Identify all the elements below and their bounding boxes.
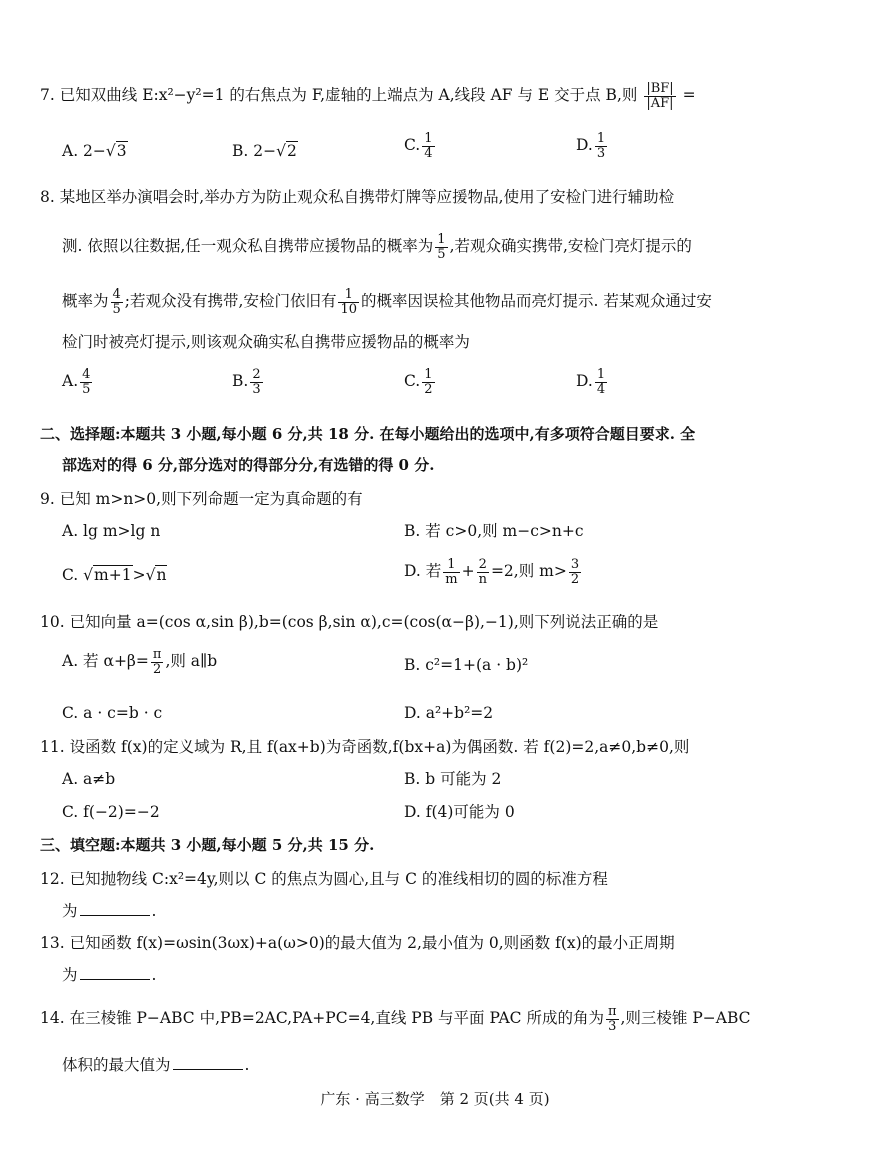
q8-option-c-label: C. [404, 372, 421, 391]
q8-line-1 [40, 188, 830, 207]
q7-option-c-den: 4 [424, 145, 433, 161]
q14-line-1 [40, 1005, 830, 1033]
q10-a-num: π [152, 647, 162, 662]
q10-stem: 10. 已知向量 a=(cos α,sin β),b=(cos β,sin α),c=(cos(α−β),−1),则下列说法正确的是 [40, 613, 659, 631]
q10-option-a [62, 648, 217, 676]
q8-option-d-num: 1 [596, 367, 606, 382]
q13-line-2 [62, 966, 830, 985]
q11-option-b: B. b 可能为 2 [404, 770, 502, 788]
q8-frac1-num: 1 [437, 232, 446, 247]
q9-stem: 9. 已知 m>n>0,则下列命题一定为真命题的有 [40, 490, 363, 508]
q7-option-a: A. 2−√3 [62, 142, 127, 160]
q12-line-2 [62, 902, 830, 921]
q8-option-c [404, 368, 437, 396]
q8-line-3 [62, 288, 830, 316]
q8-option-d-label: D. [576, 372, 593, 391]
q11-option-d: D. f(4)可能为 0 [404, 803, 515, 821]
q8-option-c-den: 2 [424, 381, 433, 397]
section-2-heading: 二、选择题:本题共 3 小题,每小题 6 分,共 18 分. 在每小题给出的选项中,有多项符合题目要求. 全 [40, 425, 696, 443]
q7-text-c: = [682, 86, 696, 105]
q9-d-den2: n [478, 571, 487, 587]
q7-option-c-num: 1 [424, 131, 433, 146]
q8-option-c-num: 1 [424, 367, 433, 382]
q8-frac3-num: 1 [338, 288, 359, 303]
q9-d-num3: 3 [570, 557, 580, 572]
q8-label: 8. [40, 188, 55, 206]
q8-frac2-num: 4 [112, 287, 121, 302]
q8-option-d [576, 368, 609, 396]
q8-text-3c: 的概率因误检其他物品而亮灯提示. 若某观众通过安 [361, 292, 712, 311]
q8-line-2 [62, 233, 830, 261]
q13-line-1: 13. 已知函数 f(x)=ωsin(3ωx)+a(ω>0)的最大值为 2,最小值为 0,则函数 f(x)的最小正周期 [40, 934, 675, 952]
q8-text-2a: 测. 依照以往数据,任一观众私自携带应援物品的概率为 [62, 237, 434, 256]
q9-d-den3: 2 [570, 571, 580, 587]
q8-frac3-den: 10 [340, 301, 357, 317]
q8-option-b-label: B. [232, 372, 249, 391]
q8-option-b [232, 368, 265, 396]
q8-option-d-den: 4 [596, 381, 606, 397]
q7-frac-num: |BF| [646, 81, 674, 96]
q7-option-b: B. 2−√2 [232, 142, 297, 160]
q12-text-2b: . [151, 902, 157, 920]
q8-text-1: 某地区举办演唱会时,举办方为防止观众私自携带灯牌等应援物品,使用了安检门进行辅助检 [59, 188, 675, 206]
q7-option-d [576, 132, 609, 160]
q9-option-d-label: D. 若 [404, 562, 442, 581]
q7-option-b-label: B. 2− [232, 142, 277, 160]
q14-text-1b: ,则三棱锥 P−ABC [620, 1009, 751, 1028]
q7-option-c-label: C. [404, 136, 421, 155]
q14-frac-num: π [607, 1004, 617, 1019]
q7-stem [40, 82, 830, 110]
q10-option-d: D. a²+b²=2 [404, 704, 494, 722]
q8-option-b-den: 3 [252, 381, 261, 397]
q11-option-a: A. a≠b [62, 770, 116, 788]
q7-frac-den: |AF| [646, 95, 674, 111]
q8-line-4 [62, 333, 830, 352]
q7-option-c [404, 132, 437, 160]
q9-d-mid: =2,则 m> [490, 562, 567, 581]
q7-option-a-label: A. 2− [62, 142, 106, 160]
q12-answer-blank[interactable] [80, 915, 150, 916]
q9-option-c-gt: > [132, 566, 146, 584]
q11-stem: 11. 设函数 f(x)的定义域为 R,且 f(ax+b)为奇函数,f(bx+a)为偶函数. 若 f(2)=2,a≠0,b≠0,则 [40, 738, 690, 756]
q14-line-2 [62, 1056, 830, 1075]
q8-option-a-den: 5 [82, 381, 91, 397]
q8-text-4: 检门时被亮灯提示,则该观众确实私自携带应援物品的概率为 [62, 333, 470, 351]
q9-option-c-rad2: n [156, 566, 167, 584]
q9-d-num1: 1 [443, 558, 459, 573]
q9-d-den1: m [445, 571, 458, 587]
q8-frac2-den: 5 [112, 301, 121, 317]
q8-frac1-den: 5 [437, 246, 446, 262]
q7-option-a-rad: 3 [116, 142, 127, 160]
q8-text-2b: ,若观众确实携带,安检门亮灯提示的 [449, 237, 692, 256]
q9-option-b: B. 若 c>0,则 m−c>n+c [404, 522, 584, 540]
q14-text-2b: . [244, 1056, 250, 1074]
q13-answer-blank[interactable] [80, 979, 150, 980]
q9-d-num2: 2 [477, 558, 489, 573]
page-footer: 广东 · 高三数学 第 2 页(共 4 页) [320, 1090, 550, 1108]
q9-option-c: C. √m+1>√n [62, 566, 167, 584]
q14-answer-blank[interactable] [173, 1069, 243, 1070]
q7-fraction [644, 82, 675, 110]
q14-frac-den: 3 [608, 1018, 617, 1034]
q7-text-b: E:x²−y²=1 的右焦点为 F,虚轴的上端点为 A,线段 AF 与 E 交于点 B,则 [142, 86, 638, 105]
q14-text-2a: 体积的最大值为 [62, 1056, 171, 1074]
q8-option-a [62, 368, 94, 396]
q8-option-a-num: 4 [82, 367, 91, 382]
q7-option-d-label: D. [576, 136, 593, 155]
q10-option-c: C. a · c=b · c [62, 704, 163, 722]
q9-option-d [404, 558, 583, 586]
q8-option-b-num: 2 [252, 367, 261, 382]
q8-text-3b: ;若观众没有携带,安检门依旧有 [124, 292, 337, 311]
q13-text-2a: 为 [62, 966, 78, 984]
q9-d-plus: + [461, 562, 475, 581]
q12-text-2a: 为 [62, 902, 78, 920]
q11-option-c: C. f(−2)=−2 [62, 803, 160, 821]
section-3-heading: 三、填空题:本题共 3 小题,每小题 5 分,共 15 分. [40, 836, 375, 854]
q9-option-c-rad1: m+1 [94, 566, 132, 584]
q8-text-3a: 概率为 [62, 292, 109, 311]
q10-option-a-label: A. 若 α+β= [62, 652, 149, 671]
q7-option-d-den: 3 [596, 145, 606, 161]
section-2-heading-cont: 部选对的得 6 分,部分选对的得部分分,有选错的得 0 分. [62, 456, 435, 474]
q9-option-a: A. lg m>lg n [62, 522, 161, 540]
q10-a-den: 2 [153, 661, 162, 677]
q13-text-2b: . [151, 966, 157, 984]
q7-option-d-num: 1 [596, 131, 606, 146]
q14-text-1a: 14. 在三棱锥 P−ABC 中,PB=2AC,PA+PC=4,直线 PB 与平面 PAC 所成的角为 [40, 1009, 604, 1028]
q7-text-a: 已知双曲线 [59, 86, 138, 105]
q10-option-a-tail: ,则 a∥b [165, 652, 218, 671]
q7-label: 7. [40, 86, 55, 105]
q7-option-b-rad: 2 [286, 142, 297, 160]
q10-option-b: B. c²=1+(a · b)² [404, 656, 529, 674]
q8-option-a-label: A. [62, 372, 79, 391]
q12-line-1: 12. 已知抛物线 C:x²=4y,则以 C 的焦点为圆心,且与 C 的准线相切的圆的标准方程 [40, 870, 608, 888]
q9-option-c-label: C. [62, 566, 79, 584]
